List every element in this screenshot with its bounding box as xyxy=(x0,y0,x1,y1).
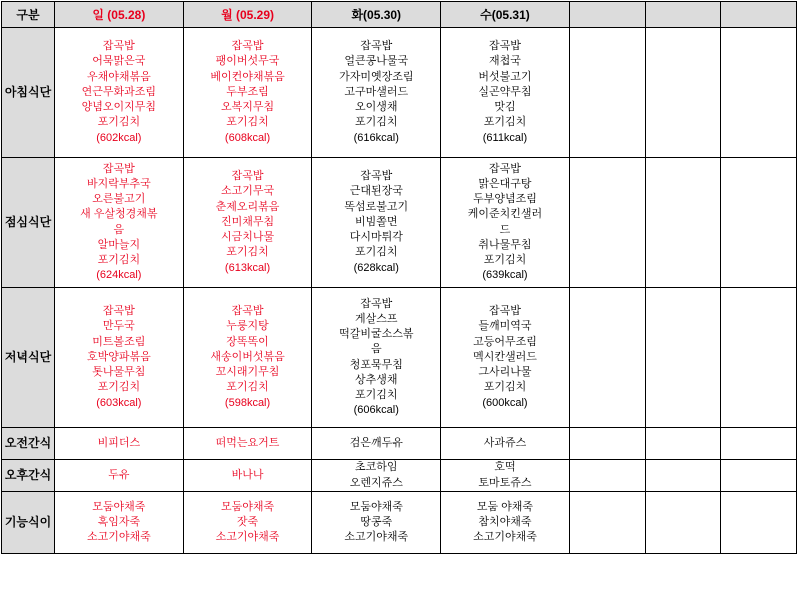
row-label-line: 기능 xyxy=(4,515,28,529)
menu-item-line: 고등어무조림 xyxy=(473,335,537,348)
menu-item-line: (603kcal) xyxy=(96,396,142,409)
menu-cell-r4-c3 xyxy=(441,460,570,492)
empty-cell-r5-0 xyxy=(569,492,645,554)
menu-item-line: 고구마샐러드 xyxy=(344,85,409,98)
menu-item-line: 혹임자죽 xyxy=(97,515,141,528)
menu-item-line: 맛김 xyxy=(494,101,516,114)
menu-item-line: 음 xyxy=(370,343,382,356)
menu-item-line: 잡곡밥 xyxy=(231,170,264,183)
menu-cell-r5-c1 xyxy=(183,492,312,554)
menu-item-line: 호박양파볶음 xyxy=(86,350,151,363)
row-label-cell-5 xyxy=(2,492,55,554)
menu-item-line: 얼큰콩나물국 xyxy=(344,55,409,68)
menu-item-line: 취나물무침 xyxy=(478,238,532,251)
header-day-cell-3: 수(05.31) xyxy=(441,2,570,28)
menu-item-line: 잡곡밥 xyxy=(231,305,264,318)
menu-cell-r0-c2 xyxy=(312,28,441,158)
menu-item-line: 누룽지탕 xyxy=(226,320,269,333)
empty-cell-r2-0 xyxy=(569,288,645,428)
menu-cell-r3-c3 xyxy=(441,428,570,460)
menu-item-line: 소고기야채죽 xyxy=(344,531,409,544)
empty-cell-r5-1 xyxy=(645,492,721,554)
empty-cell-r1-1 xyxy=(645,158,721,288)
empty-cell-r3-0 xyxy=(569,428,645,460)
menu-item-line: 포기김치 xyxy=(355,116,398,129)
row-label-cell-0 xyxy=(2,28,55,158)
menu-item-line: (600kcal) xyxy=(482,396,528,409)
menu-item-line: 포기김치 xyxy=(483,116,527,129)
menu-cell-r0-c1 xyxy=(183,28,312,158)
menu-item-line: 잡곡밥 xyxy=(102,305,135,318)
menu-item-line: 바지락부추국 xyxy=(86,177,151,190)
menu-item-line: 두부양념조림 xyxy=(473,193,537,206)
menu-cell-r5-c0 xyxy=(55,492,184,554)
menu-item-line: 꼬시래기무침 xyxy=(215,366,280,379)
header-day-cell-1: 월 (05.29) xyxy=(183,2,312,28)
menu-item-line: 비빔쫄면 xyxy=(355,215,398,228)
menu-item-line: (608kcal) xyxy=(224,131,271,144)
menu-item-line: 음 xyxy=(113,223,125,236)
table-row xyxy=(2,288,797,428)
empty-cell-r4-2 xyxy=(721,460,797,492)
empty-cell-r0-0 xyxy=(569,28,645,158)
menu-item-line: 양념오이지무침 xyxy=(81,101,157,114)
row-label-line: 저녁 xyxy=(4,350,28,364)
menu-item-line: 오복지무침 xyxy=(220,101,275,114)
menu-cell-r2-c1 xyxy=(183,288,312,428)
empty-cell-r0-1 xyxy=(645,28,721,158)
menu-item-line: 소고기야채죽 xyxy=(86,531,151,544)
menu-item-line: 춘제오리볶음 xyxy=(215,200,280,213)
menu-item-line: 버섯불고기 xyxy=(478,70,532,83)
menu-item-line: 가자미옛장조림 xyxy=(339,70,414,83)
empty-cell-r1-2 xyxy=(721,158,797,288)
menu-item-line: 땅콩죽 xyxy=(360,515,393,528)
row-label-line: 점심 xyxy=(4,215,28,229)
menu-item-line: (624kcal) xyxy=(96,269,142,282)
menu-item-line: 톳나물무침 xyxy=(92,366,146,379)
menu-item-line: 잡곡밥 xyxy=(360,297,393,310)
menu-item-line: (602kcal) xyxy=(96,131,142,144)
menu-item-line: 우채야채볶음 xyxy=(86,70,151,83)
menu-item-line: 떠먹는요거트 xyxy=(215,436,280,449)
menu-item-line: 오렌지쥬스 xyxy=(349,476,403,489)
menu-cell-r2-c3 xyxy=(441,288,570,428)
menu-item-line: (598kcal) xyxy=(224,396,271,409)
menu-item-line: 소고기무국 xyxy=(220,185,275,198)
menu-cell-r3-c0 xyxy=(55,428,184,460)
menu-item-line: (639kcal) xyxy=(482,269,528,282)
menu-item-line: 포기김치 xyxy=(226,116,269,129)
menu-item-line: 잣죽 xyxy=(236,515,259,528)
menu-item-line: 토마토쥬스 xyxy=(478,476,532,489)
menu-item-line: 새 우살청경채볶 xyxy=(80,208,158,221)
row-label-cell-1 xyxy=(2,158,55,288)
menu-item-line: (616kcal) xyxy=(353,131,399,144)
menu-item-line: 다시마튀각 xyxy=(349,231,403,244)
menu-item-line: 미트볼조림 xyxy=(92,335,146,348)
menu-item-line: 포기김치 xyxy=(97,116,141,129)
empty-cell-r1-0 xyxy=(569,158,645,288)
menu-item-line: 잡곡밥 xyxy=(102,162,135,175)
menu-cell-r3-c2 xyxy=(312,428,441,460)
menu-item-line: 진미채무침 xyxy=(220,215,275,228)
empty-cell-r2-2 xyxy=(721,288,797,428)
row-label-line: 오후 xyxy=(4,468,28,482)
menu-item-line: (613kcal) xyxy=(224,261,271,274)
menu-item-line: 검은깨두유 xyxy=(349,436,403,449)
menu-item-line: 베이컨야채볶음 xyxy=(210,70,285,83)
menu-item-line: 그사리나물 xyxy=(478,366,532,379)
empty-cell-r4-0 xyxy=(569,460,645,492)
menu-item-line: (611kcal) xyxy=(482,131,528,144)
menu-item-line: 팽이버섯무국 xyxy=(215,55,280,68)
menu-item-line: 모둠 야채죽 xyxy=(476,500,534,513)
menu-item-line: 모둠야채죽 xyxy=(349,500,403,513)
menu-cell-r0-c0 xyxy=(55,28,184,158)
empty-cell-r5-2 xyxy=(721,492,797,554)
row-label-line: 아침 xyxy=(4,85,28,99)
empty-cell-r4-1 xyxy=(645,460,721,492)
menu-item-line: 연근무화과조림 xyxy=(81,85,157,98)
menu-cell-r2-c2 xyxy=(312,288,441,428)
row-label-line: 간식 xyxy=(28,468,52,482)
row-label-line: 식이 xyxy=(28,515,52,529)
menu-item-line: 포기김치 xyxy=(97,381,141,394)
table-header-row xyxy=(2,2,797,28)
menu-item-line: 두유 xyxy=(108,468,130,481)
menu-item-line: 소고기야채죽 xyxy=(473,531,537,544)
menu-cell-r4-c1 xyxy=(183,460,312,492)
menu-item-line: 오른불고기 xyxy=(92,193,146,206)
menu-cell-r0-c3 xyxy=(441,28,570,158)
menu-item-line: 두부조림 xyxy=(226,85,269,98)
table-row xyxy=(2,158,797,288)
menu-cell-r1-c2 xyxy=(312,158,441,288)
header-label-cell: 구분 xyxy=(2,2,55,28)
menu-item-line: 상추생채 xyxy=(355,373,398,386)
menu-item-line: 드 xyxy=(499,223,511,236)
menu-cell-r5-c2 xyxy=(312,492,441,554)
menu-item-line: 똑섬로불고기 xyxy=(344,200,409,213)
row-label-line: 간식 xyxy=(28,436,52,450)
menu-item-line: 시금치나물 xyxy=(220,231,275,244)
row-label-line: 식단 xyxy=(28,350,52,364)
menu-item-line: 들깨미역국 xyxy=(478,320,532,333)
menu-item-line: 잡곡밥 xyxy=(102,40,135,53)
menu-item-line: 포기김치 xyxy=(483,381,527,394)
menu-item-line: 어묵맑은국 xyxy=(92,55,146,68)
menu-item-line: 맑은대구탕 xyxy=(478,177,532,190)
menu-item-line: 게살스프 xyxy=(355,312,398,325)
menu-item-line: 모둠야채죽 xyxy=(92,500,146,513)
menu-cell-r2-c0 xyxy=(55,288,184,428)
menu-item-line: 장똑똑이 xyxy=(226,335,269,348)
menu-item-line: 근대된장국 xyxy=(349,185,403,198)
menu-cell-r4-c2 xyxy=(312,460,441,492)
menu-item-line: 케이준치킨샐러 xyxy=(467,208,543,221)
menu-item-line: 참치야채죽 xyxy=(478,515,532,528)
menu-item-line: 잡곡밥 xyxy=(231,40,264,53)
header-day-cell-2: 화(05.30) xyxy=(312,2,441,28)
menu-item-line: 비피더스 xyxy=(97,436,141,449)
row-label-line: 오전 xyxy=(4,436,28,450)
menu-cell-r3-c1 xyxy=(183,428,312,460)
menu-item-line: 잡곡밥 xyxy=(489,162,521,175)
header-day-cell-0: 일 (05.28) xyxy=(55,2,184,28)
menu-item-line: 포기김치 xyxy=(483,253,527,266)
menu-item-line: 모둠야채죽 xyxy=(220,500,275,513)
row-label-line: 식단 xyxy=(28,215,52,229)
menu-item-line: 잡곡밥 xyxy=(489,305,521,318)
menu-item-line: 포기김치 xyxy=(97,253,141,266)
row-label-cell-4 xyxy=(2,460,55,492)
header-empty-cell-0 xyxy=(569,2,645,28)
menu-cell-r4-c0 xyxy=(55,460,184,492)
menu-item-line: 사과쥬스 xyxy=(483,436,527,449)
menu-item-line: 소고기야채죽 xyxy=(215,531,280,544)
menu-item-line: 떡갈비굴소스볶 xyxy=(339,328,414,341)
table-row xyxy=(2,460,797,492)
menu-item-line: 멕시칸샐러드 xyxy=(473,350,537,363)
menu-cell-r1-c3 xyxy=(441,158,570,288)
row-label-line: 식단 xyxy=(28,85,52,99)
header-empty-cell-2 xyxy=(721,2,797,28)
menu-item-line: 만두국 xyxy=(102,320,135,333)
weekly-menu-table xyxy=(1,1,797,554)
menu-item-line: 포기김치 xyxy=(355,246,398,259)
menu-item-line: 잡곡밥 xyxy=(489,40,521,53)
empty-cell-r0-2 xyxy=(721,28,797,158)
menu-cell-r5-c3 xyxy=(441,492,570,554)
menu-item-line: 재첩국 xyxy=(489,55,521,68)
menu-item-line: 새송이버섯볶음 xyxy=(210,350,285,363)
table-row xyxy=(2,28,797,158)
menu-item-line: 포기김치 xyxy=(355,388,398,401)
menu-item-line: 잡곡밥 xyxy=(360,40,393,53)
menu-item-line: 호떡 xyxy=(494,461,516,474)
row-label-cell-3 xyxy=(2,428,55,460)
menu-item-line: (606kcal) xyxy=(353,404,399,417)
header-empty-cell-1 xyxy=(645,2,721,28)
menu-item-line: 청포묵무침 xyxy=(349,358,403,371)
menu-item-line: 바나나 xyxy=(231,468,264,481)
menu-item-line: 실곤약무침 xyxy=(478,85,532,98)
empty-cell-r3-2 xyxy=(721,428,797,460)
menu-item-line: 포기김치 xyxy=(226,381,269,394)
table-row xyxy=(2,492,797,554)
row-label-cell-2 xyxy=(2,288,55,428)
menu-item-line: 포기김치 xyxy=(226,246,269,259)
menu-item-line: 오이생채 xyxy=(355,101,398,114)
menu-item-line: 초코하임 xyxy=(355,461,398,474)
menu-item-line: 잡곡밥 xyxy=(360,170,393,183)
menu-cell-r1-c0 xyxy=(55,158,184,288)
menu-cell-r1-c1 xyxy=(183,158,312,288)
empty-cell-r2-1 xyxy=(645,288,721,428)
empty-cell-r3-1 xyxy=(645,428,721,460)
menu-item-line: (628kcal) xyxy=(353,261,399,274)
table-row xyxy=(2,428,797,460)
menu-item-line: 알마늘지 xyxy=(97,238,141,251)
